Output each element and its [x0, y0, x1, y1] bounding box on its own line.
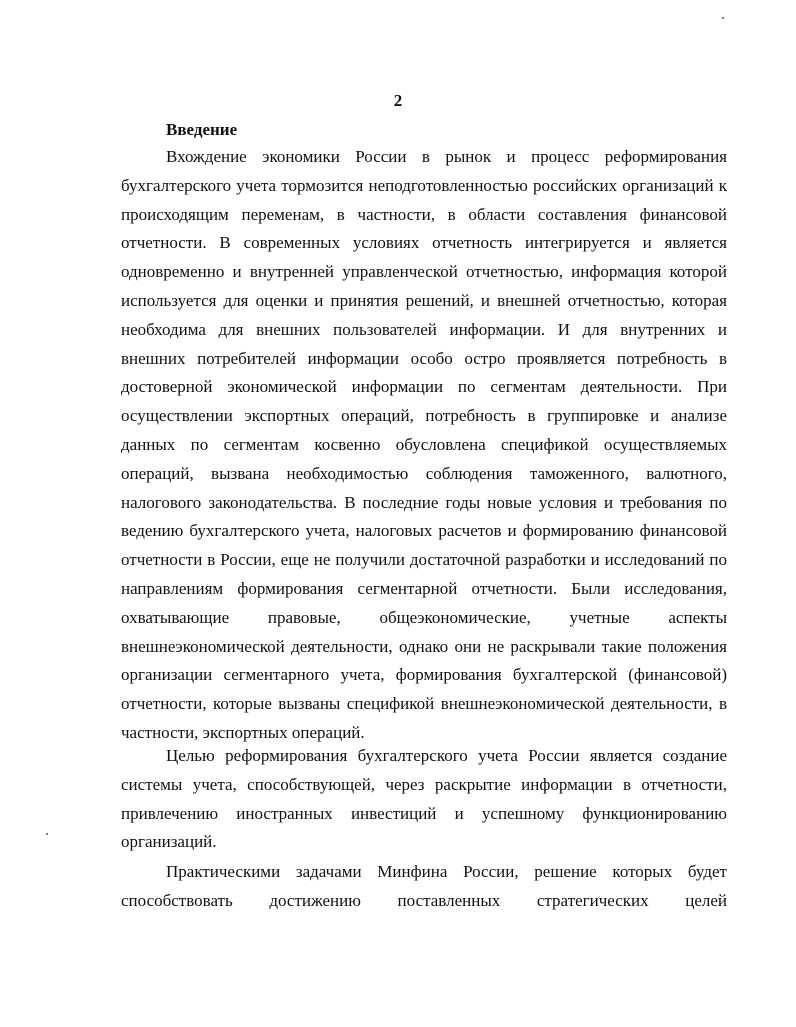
paragraph-tasks: Практическими задачами Минфина России, решение которых будет способствовать достижению поставленных стратегических целей: [121, 862, 727, 910]
paragraph-introduction: Вхождение экономики России в рынок и процесс реформирования бухгалтерского учета тормозится неподготовленностью российских организаций к происходящим переменам, в частности, в области составления финансовой отчетности. В современных условиях отчетность интегрируется и является одновременно и внутренней управленческой отчетностью, информация которой используется для оценки и принятия решений, и внешней отчетностью, которая необходима для внешних пользователей информации. И для внутренних и внешних потребителей информации особо остро проявляется потребность в достоверной экономической информации по сегментам деятельности. При осуществлении экспортных операций, потребность в группировке и анализе данных по сегментам косвенно обусловлена спецификой осуществляемых операций, вызвана необходимостью соблюдения таможенного, валютного, налогового законодательства. В последние годы новые условия и требования по ведению бухгалтерского учета, налоговых расчетов и формированию финансовой отчетности в России, еще не получили достаточной разработки и исследований по направлениям формирования сегментарной отчетности. Были исследования, охватывающие правовые, общеэкономические, учетные аспекты внешнеэкономической деятельности, однако они не раскрывали такие положения организации сегментарного учета, формирования бухгалтерской (финансовой) отчетности, которые вызваны спецификой внешнеэкономической деятельности, в частности, экспортных операций.: [121, 147, 727, 742]
page-number: 2: [393, 91, 403, 110]
scan-speck: [46, 833, 48, 835]
paragraph-goal: Целью реформирования бухгалтерского учета России является создание системы учета, способствующей, через раскрытие информации в отчетности, привлечению иностранных инвестиций и успешному функционированию организаций.: [121, 746, 727, 852]
scan-speck: [722, 17, 724, 19]
section-heading: Введение: [166, 120, 238, 139]
